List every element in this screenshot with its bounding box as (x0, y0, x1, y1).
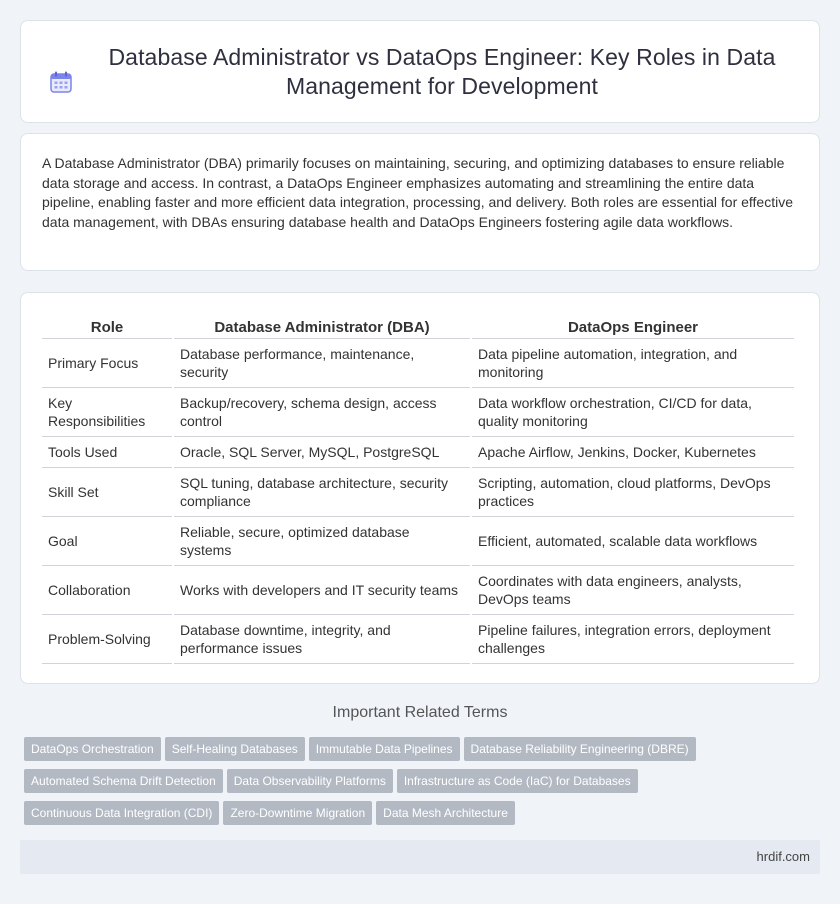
dba-cell: Database performance, maintenance, security (174, 339, 470, 388)
related-term-tag[interactable]: Automated Schema Drift Detection (24, 769, 223, 793)
table-header-row (42, 313, 794, 339)
related-term-tag[interactable]: Continuous Data Integration (CDI) (24, 801, 219, 825)
dataops-cell: Data workflow orchestration, CI/CD for data, quality monitoring (472, 388, 794, 437)
header-dba: Database Administrator (DBA) (174, 313, 470, 339)
header-role: Role (42, 313, 172, 339)
dataops-cell: Data pipeline automation, integration, and monitoring (472, 339, 794, 388)
footer (20, 840, 820, 874)
row-label: Skill Set (42, 468, 172, 517)
dba-cell: Reliable, secure, optimized database systems (174, 517, 470, 566)
table-row (42, 388, 794, 437)
row-label: Goal (42, 517, 172, 566)
table-row (42, 339, 794, 388)
row-label: Problem-Solving (42, 615, 172, 664)
related-term-tag[interactable]: Database Reliability Engineering (DBRE) (464, 737, 696, 761)
dataops-cell: Scripting, automation, cloud platforms, DevOps practices (472, 468, 794, 517)
related-term-tag[interactable]: Self-Healing Databases (165, 737, 305, 761)
header-dataops: DataOps Engineer (472, 313, 794, 339)
dataops-cell: Coordinates with data engineers, analysts, DevOps teams (472, 566, 794, 615)
table-row (42, 437, 794, 468)
dba-cell: SQL tuning, database architecture, security compliance (174, 468, 470, 517)
row-label: Collaboration (42, 566, 172, 615)
header-card (20, 20, 820, 123)
dataops-cell: Efficient, automated, scalable data workflows (472, 517, 794, 566)
related-term-tag[interactable]: Data Observability Platforms (227, 769, 393, 793)
row-label: Key Responsibilities (42, 388, 172, 437)
comparison-table (40, 313, 796, 664)
calendar-icon (50, 71, 72, 93)
table-row (42, 517, 794, 566)
table-row (42, 615, 794, 664)
intro-paragraph: A Database Administrator (DBA) primarily focuses on maintaining, securing, and optimizing databases to ensure reliable data storage and access. In contrast, a DataOps Engineer emphasizes automating and streamlining the entire data pipeline, enabling faster and more efficient data integration, processing, and delivery. Both roles are essential for effective data management, with DBAs ensuring database health and DataOps Engineers fostering agile data workflows. (42, 155, 794, 230)
related-terms-list (24, 737, 824, 833)
table-row (42, 566, 794, 615)
row-label: Primary Focus (42, 339, 172, 388)
row-label: Tools Used (42, 437, 172, 468)
related-term-tag[interactable]: Data Mesh Architecture (376, 801, 515, 825)
related-term-tag[interactable]: DataOps Orchestration (24, 737, 161, 761)
dataops-cell: Apache Airflow, Jenkins, Docker, Kubernetes (472, 437, 794, 468)
footer-site[interactable]: hrdif.com (756, 849, 810, 864)
related-term-tag[interactable]: Zero-Downtime Migration (223, 801, 372, 825)
table-row (42, 468, 794, 517)
related-term-tag[interactable]: Infrastructure as Code (IaC) for Databases (397, 769, 638, 793)
related-terms-title: Important Related Terms (332, 704, 508, 721)
page-title: Database Administrator vs DataOps Engineer: Key Roles in Data Management for Development (108, 43, 776, 99)
comparison-card (20, 292, 820, 684)
dba-cell: Works with developers and IT security teams (174, 566, 470, 615)
dataops-cell: Pipeline failures, integration errors, deployment challenges (472, 615, 794, 664)
related-term-tag[interactable]: Immutable Data Pipelines (309, 737, 460, 761)
intro-card (20, 133, 820, 271)
dba-cell: Backup/recovery, schema design, access control (174, 388, 470, 437)
dba-cell: Database downtime, integrity, and performance issues (174, 615, 470, 664)
dba-cell: Oracle, SQL Server, MySQL, PostgreSQL (174, 437, 470, 468)
